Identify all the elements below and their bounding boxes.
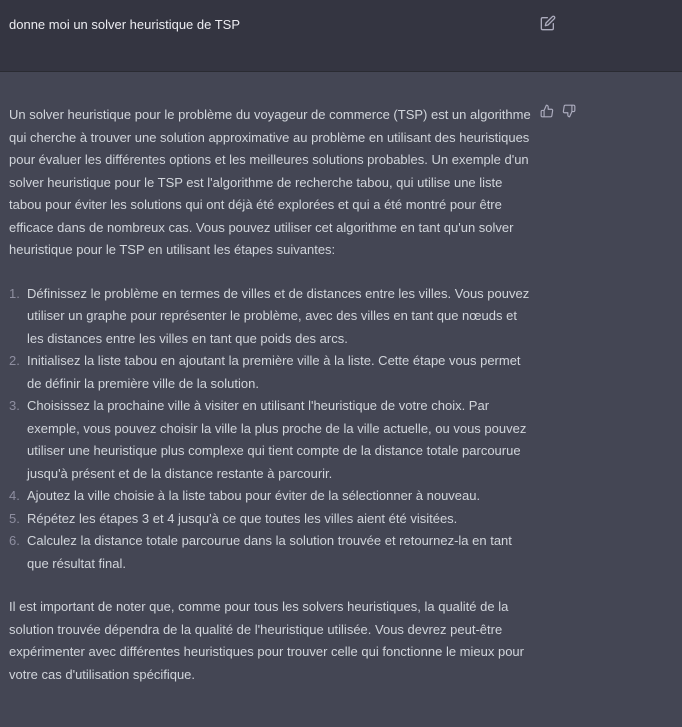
assistant-message-row xyxy=(0,72,682,727)
list-item: Répétez les étapes 3 et 4 jusqu'à ce que toutes les villes aient été visitées. xyxy=(27,510,458,526)
intro-paragraph: Un solver heuristique pour le problème du voyageur de commerce (TSP) est un algorithme qui cherche à trouver une solution approximative au problème en utilisant des heuristiques pour évaluer les différentes options et les meilleures solutions probables. Un exemple d'un solver heuristique pour le TSP est l'algorithme de recherche tabou, qui utilise une liste tabou pour éviter les solutions qui ont déjà été explorées et qui a été montré pour être efficace dans de nombreux cas. Vous pouvez utiliser cet algorithme en tant qu'un solver heuristique pour le TSP en utilisant les étapes suivantes: xyxy=(9,107,531,257)
list-item: Initialisez la liste tabou en ajoutant la première ville à la liste. Cette étape vous permet de définir la première ville de la solution. xyxy=(27,353,521,391)
thumbs-down-icon[interactable] xyxy=(562,104,578,120)
user-message-text: donne moi un solver heuristique de TSP xyxy=(9,17,241,32)
list-item: Choisissez la prochaine ville à visiter en utilisant l'heuristique de votre choix. Par exemple, vous pouvez choisir la ville la plus proche de la ville actuelle, ou vous pouvez utiliser une heuristique plus complexe qui tient compte de la distance totale parcourue jusqu'à présent et de la distance restante à parcourir. xyxy=(27,398,527,481)
assistant-message-content xyxy=(9,104,531,686)
steps-list xyxy=(9,283,531,576)
edit-icon[interactable] xyxy=(540,15,556,31)
user-message-row xyxy=(0,0,682,72)
list-item: Calculez la distance totale parcourue dans la solution trouvée et retournez-la en tant que résultat final. xyxy=(27,533,512,571)
thumbs-up-icon[interactable] xyxy=(540,104,556,120)
list-item: Définissez le problème en termes de villes et de distances entre les villes. Vous pouvez utiliser un graphe pour représenter le problème, avec des villes en tant que nœuds et les distances entre les villes en tant que poids des arcs. xyxy=(27,285,530,346)
conclusion-paragraph: Il est important de noter que, comme pour tous les solvers heuristiques, la qualité de la solution trouvée dépendra de la qualité de l'heuristique utilisée. Vous devrez peut-être expérimenter avec différentes heuristiques pour trouver celle qui fonctionne le mieux pour votre cas d'utilisation spécifique. xyxy=(9,599,524,682)
list-item: Ajoutez la ville choisie à la liste tabou pour éviter de la sélectionner à nouveau. xyxy=(27,488,481,503)
